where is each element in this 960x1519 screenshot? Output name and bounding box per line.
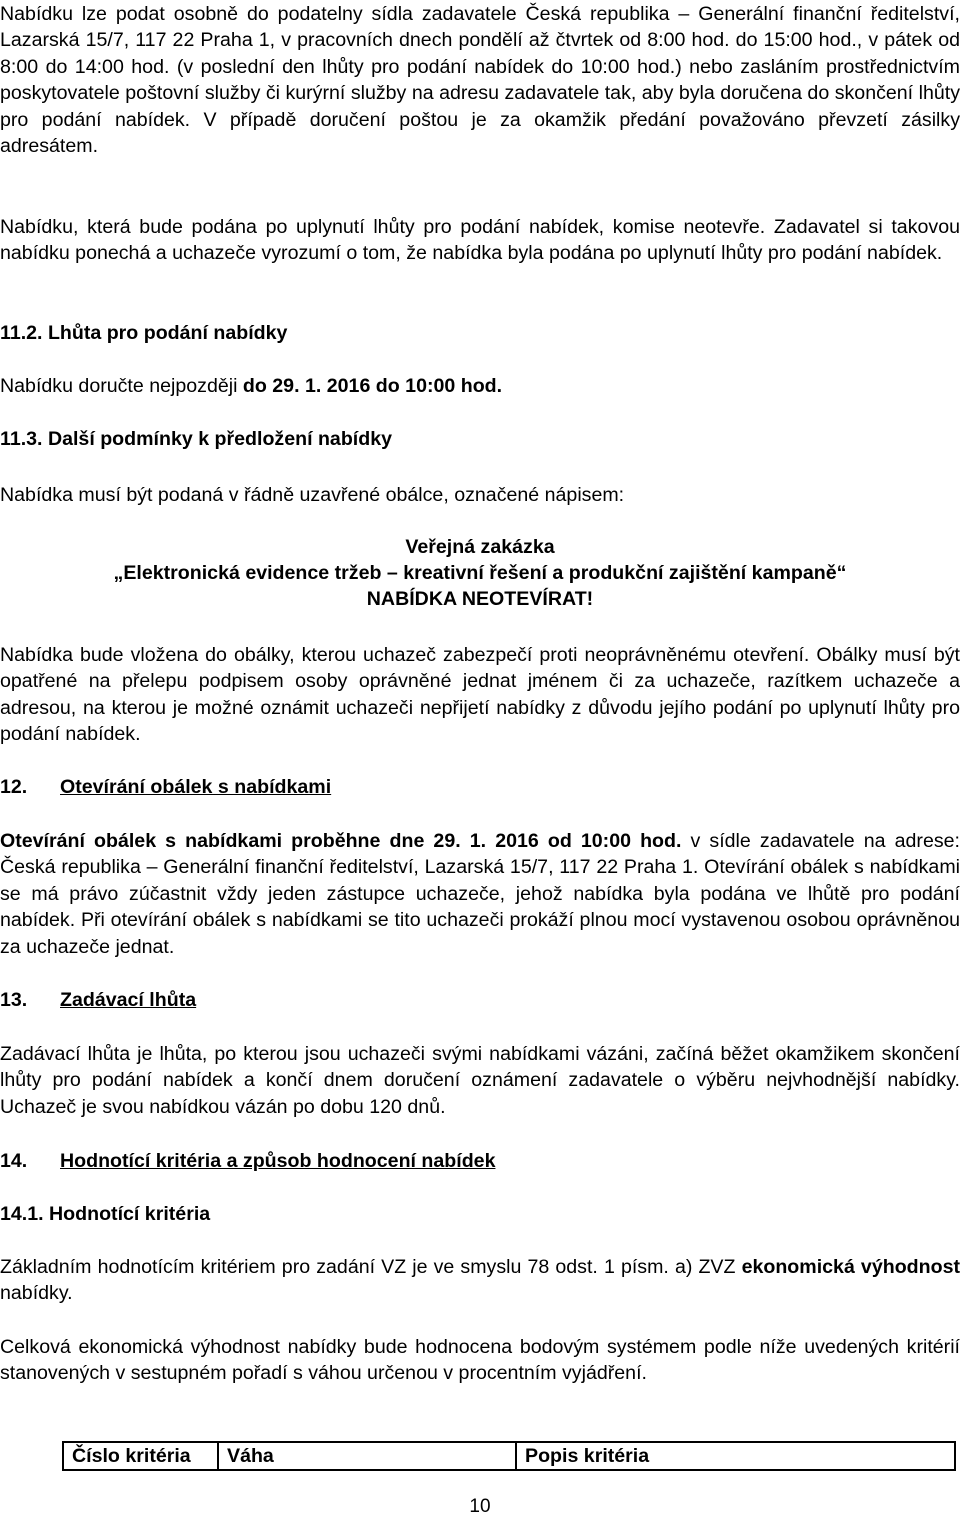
header-cell-number: Číslo kritéria [63, 1442, 218, 1470]
heading-14-title: Hodnotící kritéria a způsob hodnocení nabídek [60, 1150, 496, 1172]
opening-date: Otevírání obálek s nabídkami proběhne dne 29. 1. 2016 od 10:00 hod. [0, 830, 682, 852]
paragraph-envelope: Nabídka bude vložena do obálky, kterou uchazeč zabezpečí proti neoprávněnému otevření. Obálky musí být opatřené na přelepu podpisem osoby oprávněné jednat jménem či za uchazeče, razítkem uchazeče a adresou, na kterou je možné oznámit uchazeči nepřijetí nabídky z důvodu jejího podání po uplynutí lhůty pro podání nabídek. [0, 644, 960, 746]
criterion-prefix: Základním hodnotícím kritériem pro zadání VZ je ve smyslu 78 odst. 1 písm. a) ZVZ [0, 1256, 742, 1278]
criterion-bold: ekonomická výhodnost [741, 1256, 960, 1278]
heading-13-title: Zadávací lhůta [60, 989, 197, 1011]
opening-details: v sídle zadavatele na adrese: Česká republika – Generální finanční ředitelství, Lazarská 15/7, 117 22 Praha 1. Otevírání obálek s nabídkami se má právo zúčastnit vždy jeden zástupce uchazeče, jehož nabídka byla podána ve lhůtě pro podání nabídek. Při otevírání obálek s nabídkami se tito uchazeči prokáží plnou mocí vystavenou osobou oprávněnou za uchazeče jednat. [0, 830, 960, 958]
paragraph-criterion [0, 1254, 960, 1307]
table-header-row [63, 1442, 955, 1470]
deadline-date: do 29. 1. 2016 do 10:00 hod. [242, 375, 503, 397]
paragraph-late-offers: Nabídku, která bude podána po uplynutí lhůty pro podání nabídek, komise neotevře. Zadavatel si takovou nabídku ponechá a uchazeče vyrozumí o tom, že nabídka byla podána po uplynutí lhůty pro podání nabídek. [0, 216, 960, 265]
header-cell-weight: Váha [218, 1442, 516, 1470]
heading-14 [0, 1148, 960, 1174]
heading-12-number: 12. [0, 776, 28, 798]
envelope-label-line2: „Elektronická evidence tržeb – kreativní řešení a produkční zajištění kampaně“ [113, 562, 847, 584]
heading-14-1: 14.1. Hodnotící kritéria [0, 1203, 211, 1225]
criterion-suffix: nabídky. [0, 1282, 73, 1305]
criteria-table [62, 1441, 956, 1471]
envelope-label [0, 534, 960, 612]
envelope-label-line1: Veřejná zakázka [405, 536, 555, 558]
heading-14-number: 14. [0, 1150, 28, 1172]
envelope-intro: Nabídka musí být podaná v řádně uzavřené obálce, označené nápisem: [0, 484, 625, 506]
heading-11-3: 11.3. Další podmínky k předložení nabídky [0, 428, 392, 450]
paragraph-submission: Nabídku lze podat osobně do podatelny sídla zadavatele Česká republika – Generální finanční ředitelství, Lazarská 15/7, 117 22 Praha 1, v pracovních dnech pondělí až čtvrtek od 8:00 hod. do 15:00 hod., v pátek od 8:00 do 14:00 hod. (v poslední den lhůty pro podání nabídek do 10:00 hod.) nebo zasláním prostřednictvím poskytovatele poštovní služby či kurýrní služby na adresu zadavatele tak, aby byla doručena do skončení lhůty pro podání nabídek. V případě doručení poštou je za okamžik předání považováno převzetí zásilky adresátem. [0, 3, 960, 158]
heading-12 [0, 774, 960, 800]
heading-13 [0, 987, 960, 1013]
page-number: 10 [469, 1496, 491, 1517]
heading-13-number: 13. [0, 989, 28, 1011]
deadline-prefix: Nabídku doručte nejpozději [0, 375, 243, 397]
header-cell-description: Popis kritéria [516, 1442, 955, 1470]
paragraph-evaluation: Celková ekonomická výhodnost nabídky bude hodnocena bodovým systémem podle níže uvedených kritérií stanovených v sestupném pořadí s váhou určenou v procentním vyjádření. [0, 1336, 960, 1385]
envelope-label-line3: NABÍDKA NEOTEVÍRAT! [366, 588, 594, 610]
deadline-line [0, 373, 960, 399]
paragraph-binding-period: Zadávací lhůta je lhůta, po kterou jsou uchazeči svými nabídkami vázáni, začíná běžet okamžikem skončení lhůty pro podání nabídek a končí dnem doručení oznámení zadavatele o výběru nejvhodnější nabídky. Uchazeč je svou nabídkou vázán po dobu 120 dnů. [0, 1043, 960, 1118]
paragraph-opening [0, 828, 960, 960]
heading-12-title: Otevírání obálek s nabídkami [60, 776, 332, 798]
heading-11-2: 11.2. Lhůta pro podání nabídky [0, 322, 288, 344]
